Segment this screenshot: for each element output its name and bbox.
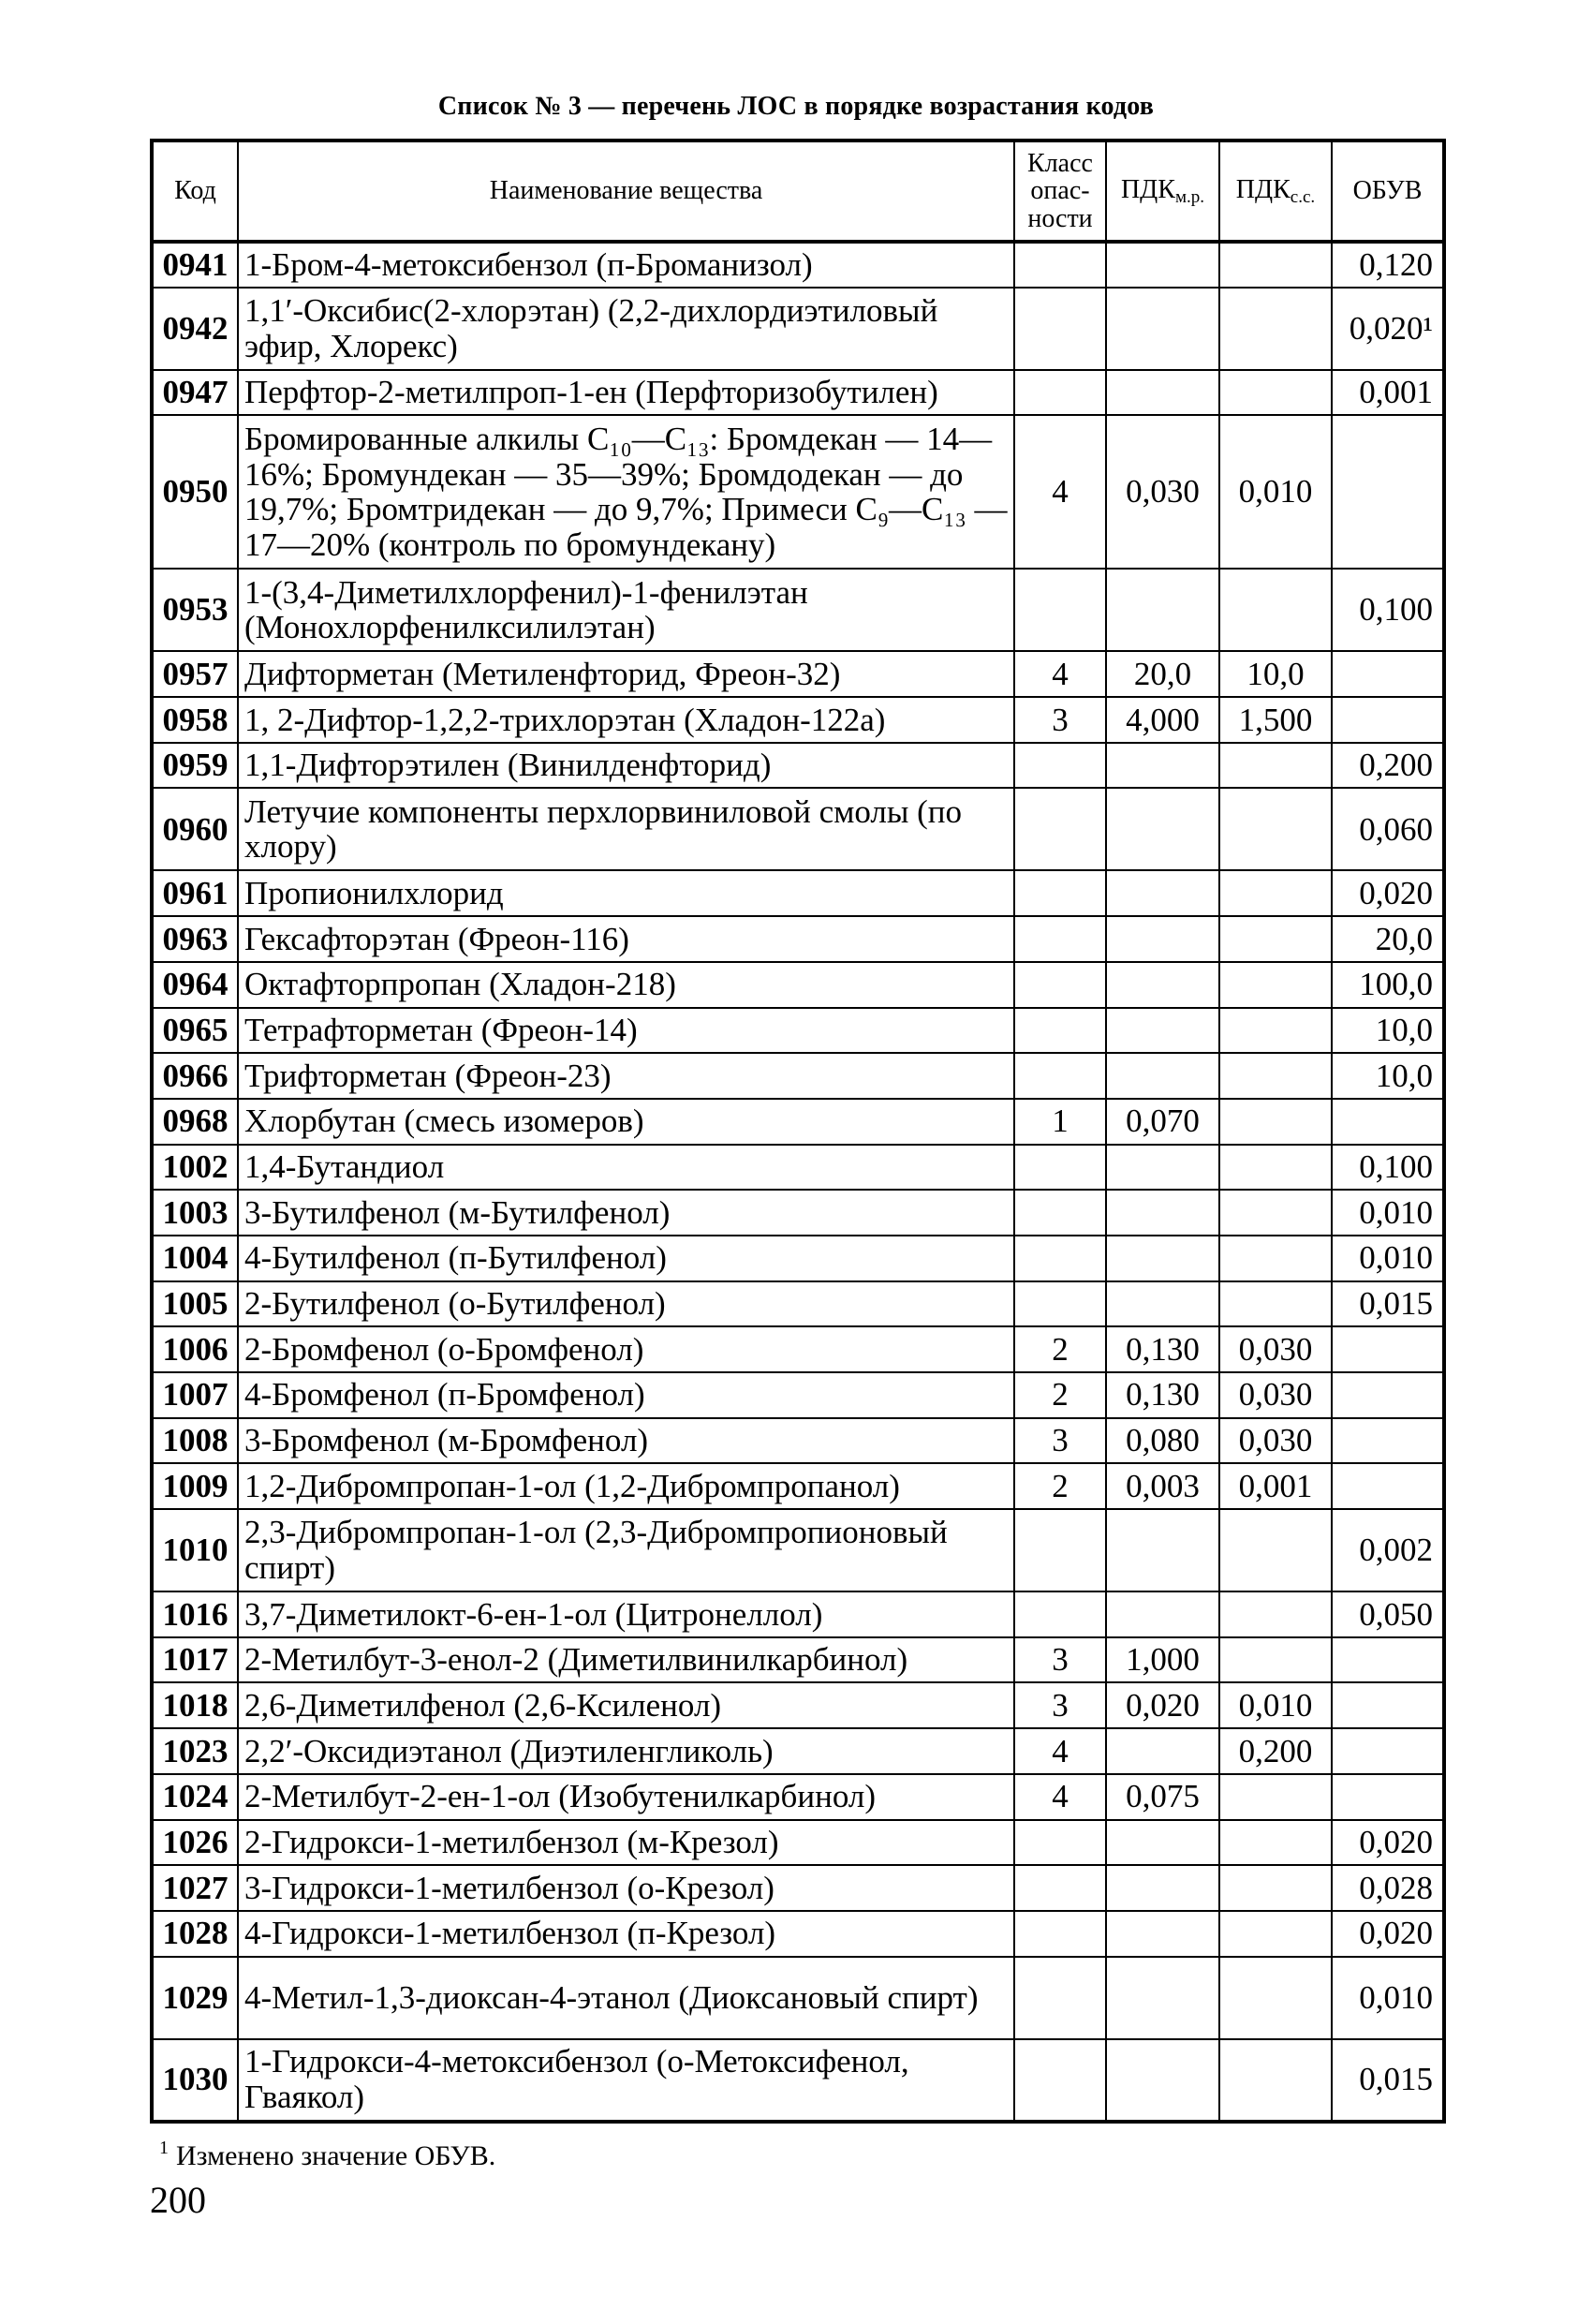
cell-pdk-ss: 0,200 bbox=[1219, 1728, 1332, 1774]
cell-hazard-class bbox=[1014, 1236, 1106, 1281]
cell-obuv bbox=[1332, 1637, 1444, 1683]
cell-pdk-ss: 0,001 bbox=[1219, 1463, 1332, 1509]
cell-pdk-ss bbox=[1219, 242, 1332, 288]
cell-pdk-mr: 0,070 bbox=[1106, 1099, 1219, 1145]
cell-hazard-class: 4 bbox=[1014, 651, 1106, 697]
cell-pdk-mr bbox=[1106, 870, 1219, 916]
table-row bbox=[152, 1145, 1444, 1191]
cell-pdk-ss bbox=[1219, 1145, 1332, 1191]
table-row bbox=[152, 1418, 1444, 1464]
cell-hazard-class bbox=[1014, 569, 1106, 651]
cell-hazard-class: 1 bbox=[1014, 1099, 1106, 1145]
table-row bbox=[152, 288, 1444, 370]
cell-code: 0960 bbox=[152, 788, 238, 870]
table-row bbox=[152, 1820, 1444, 1866]
cell-pdk-mr: 0,130 bbox=[1106, 1372, 1219, 1418]
cell-name: Бромированные алкилы C₁₀—C₁₃: Бромдекан — 14—16%; Бромундекан — 35—39%; Бромдодекан — до 19,7%; Бромтридекан — до 9,7%; Примеси C₉—C₁₃ — 17—20% (контроль по бромундекану) bbox=[238, 415, 1014, 569]
table-row bbox=[152, 651, 1444, 697]
cell-obuv bbox=[1332, 1728, 1444, 1774]
cell-pdk-mr: 0,030 bbox=[1106, 415, 1219, 569]
cell-hazard-class bbox=[1014, 788, 1106, 870]
page-title: Список № 3 — перечень ЛОС в порядке возрастания кодов bbox=[437, 92, 1155, 121]
cell-name: 1-Бром-4-метоксибензол (п-Броманизол) bbox=[238, 242, 1014, 288]
cell-code: 0965 bbox=[152, 1008, 238, 1054]
cell-code: 1017 bbox=[152, 1637, 238, 1683]
cell-code: 0950 bbox=[152, 415, 238, 569]
table-row bbox=[152, 1008, 1444, 1054]
cell-name: Октафторпропан (Хладон-218) bbox=[238, 962, 1014, 1008]
table-row bbox=[152, 415, 1444, 569]
cell-obuv: 0,060 bbox=[1332, 788, 1444, 870]
cell-pdk-ss bbox=[1219, 1053, 1332, 1099]
cell-obuv: 0,120 bbox=[1332, 242, 1444, 288]
table-row bbox=[152, 916, 1444, 962]
cell-obuv bbox=[1332, 1099, 1444, 1145]
table-row bbox=[152, 697, 1444, 743]
cell-code: 1002 bbox=[152, 1145, 238, 1191]
cell-pdk-mr bbox=[1106, 1911, 1219, 1957]
cell-pdk-mr bbox=[1106, 743, 1219, 789]
cell-pdk-mr: 0,020 bbox=[1106, 1682, 1219, 1728]
table-row bbox=[152, 1637, 1444, 1683]
cell-obuv: 0,200 bbox=[1332, 743, 1444, 789]
header-pdk-mr bbox=[1106, 141, 1219, 242]
cell-obuv bbox=[1332, 651, 1444, 697]
cell-pdk-ss bbox=[1219, 743, 1332, 789]
cell-pdk-ss bbox=[1219, 1865, 1332, 1911]
cell-hazard-class bbox=[1014, 916, 1106, 962]
table-row bbox=[152, 1281, 1444, 1327]
footnote-mark: 1 bbox=[159, 2138, 169, 2158]
cell-pdk-ss bbox=[1219, 916, 1332, 962]
cell-pdk-ss bbox=[1219, 1820, 1332, 1866]
cell-pdk-mr bbox=[1106, 1865, 1219, 1911]
cell-name: Тетрафторметан (Фреон-14) bbox=[238, 1008, 1014, 1054]
cell-code: 0968 bbox=[152, 1099, 238, 1145]
cell-hazard-class bbox=[1014, 743, 1106, 789]
cell-pdk-mr bbox=[1106, 1281, 1219, 1327]
cell-name: 1,1′-Оксибис(2-хлорэтан) (2,2-дихлордиэтиловый эфир, Хлорекс) bbox=[238, 288, 1014, 370]
cell-pdk-ss: 0,010 bbox=[1219, 1682, 1332, 1728]
table-row bbox=[152, 370, 1444, 416]
cell-pdk-mr bbox=[1106, 962, 1219, 1008]
header-pdk-mr-label: ПДК bbox=[1120, 174, 1175, 204]
cell-pdk-ss: 1,500 bbox=[1219, 697, 1332, 743]
cell-name: 3-Бутилфенол (м-Бутилфенол) bbox=[238, 1190, 1014, 1236]
cell-obuv bbox=[1332, 1372, 1444, 1418]
cell-name: Летучие компоненты перхлорвиниловой смолы (по хлору) bbox=[238, 788, 1014, 870]
table-row bbox=[152, 1372, 1444, 1418]
cell-obuv: 0,100 bbox=[1332, 569, 1444, 651]
cell-pdk-mr: 20,0 bbox=[1106, 651, 1219, 697]
table-row bbox=[152, 743, 1444, 789]
cell-name: 2-Метилбут-2-ен-1-ол (Изобутенилкарбинол) bbox=[238, 1774, 1014, 1820]
cell-code: 0966 bbox=[152, 1053, 238, 1099]
cell-pdk-mr bbox=[1106, 1957, 1219, 2039]
cell-pdk-ss bbox=[1219, 569, 1332, 651]
table-row bbox=[152, 1728, 1444, 1774]
cell-hazard-class: 4 bbox=[1014, 415, 1106, 569]
header-code: Код bbox=[152, 141, 238, 242]
cell-obuv bbox=[1332, 415, 1444, 569]
cell-hazard-class bbox=[1014, 1053, 1106, 1099]
cell-pdk-mr: 4,000 bbox=[1106, 697, 1219, 743]
cell-code: 1029 bbox=[152, 1957, 238, 2039]
cell-hazard-class bbox=[1014, 870, 1106, 916]
cell-pdk-ss: 0,030 bbox=[1219, 1418, 1332, 1464]
cell-pdk-ss: 0,030 bbox=[1219, 1326, 1332, 1372]
cell-pdk-ss bbox=[1219, 1911, 1332, 1957]
cell-pdk-ss bbox=[1219, 962, 1332, 1008]
cell-code: 1008 bbox=[152, 1418, 238, 1464]
cell-obuv: 10,0 bbox=[1332, 1053, 1444, 1099]
cell-hazard-class: 3 bbox=[1014, 697, 1106, 743]
cell-code: 0963 bbox=[152, 916, 238, 962]
cell-code: 1018 bbox=[152, 1682, 238, 1728]
cell-obuv: 0,028 bbox=[1332, 1865, 1444, 1911]
table-row bbox=[152, 1865, 1444, 1911]
cell-pdk-ss bbox=[1219, 1236, 1332, 1281]
cell-code: 0958 bbox=[152, 697, 238, 743]
cell-name: 4-Бутилфенол (п-Бутилфенол) bbox=[238, 1236, 1014, 1281]
cell-pdk-ss bbox=[1219, 1099, 1332, 1145]
cell-name: Пропионилхлорид bbox=[238, 870, 1014, 916]
cell-obuv bbox=[1332, 1682, 1444, 1728]
cell-obuv: 0,010 bbox=[1332, 1957, 1444, 2039]
cell-hazard-class bbox=[1014, 1281, 1106, 1327]
cell-pdk-ss bbox=[1219, 788, 1332, 870]
cell-obuv: 10,0 bbox=[1332, 1008, 1444, 1054]
cell-hazard-class: 3 bbox=[1014, 1418, 1106, 1464]
cell-code: 1026 bbox=[152, 1820, 238, 1866]
cell-pdk-mr: 0,130 bbox=[1106, 1326, 1219, 1372]
cell-pdk-ss bbox=[1219, 1509, 1332, 1591]
cell-obuv bbox=[1332, 1326, 1444, 1372]
cell-obuv bbox=[1332, 1774, 1444, 1820]
cell-pdk-mr bbox=[1106, 1591, 1219, 1637]
cell-pdk-ss bbox=[1219, 1957, 1332, 2039]
table-row bbox=[152, 1957, 1444, 2039]
cell-hazard-class bbox=[1014, 2039, 1106, 2122]
cell-obuv bbox=[1332, 1418, 1444, 1464]
cell-hazard-class: 2 bbox=[1014, 1463, 1106, 1509]
header-name: Наименование вещества bbox=[238, 141, 1014, 242]
cell-hazard-class: 4 bbox=[1014, 1774, 1106, 1820]
cell-pdk-ss bbox=[1219, 1774, 1332, 1820]
cell-pdk-ss: 10,0 bbox=[1219, 651, 1332, 697]
cell-obuv: 0,020 bbox=[1332, 1911, 1444, 1957]
cell-name: 3-Бромфенол (м-Бромфенол) bbox=[238, 1418, 1014, 1464]
cell-obuv: 0,100 bbox=[1332, 1145, 1444, 1191]
cell-name: 3-Гидрокси-1-метилбензол (о-Крезол) bbox=[238, 1865, 1014, 1911]
cell-name: Перфтор-2-метилпроп-1-ен (Перфторизобутилен) bbox=[238, 370, 1014, 416]
cell-hazard-class bbox=[1014, 242, 1106, 288]
cell-hazard-class bbox=[1014, 1911, 1106, 1957]
footnote-text: Изменено значение ОБУВ. bbox=[176, 2140, 496, 2171]
cell-pdk-mr bbox=[1106, 1236, 1219, 1281]
cell-code: 0961 bbox=[152, 870, 238, 916]
table-row bbox=[152, 242, 1444, 288]
cell-code: 1003 bbox=[152, 1190, 238, 1236]
cell-hazard-class bbox=[1014, 962, 1106, 1008]
cell-pdk-mr bbox=[1106, 2039, 1219, 2122]
cell-code: 0947 bbox=[152, 370, 238, 416]
cell-pdk-ss: 0,010 bbox=[1219, 415, 1332, 569]
table-row bbox=[152, 1326, 1444, 1372]
table-row bbox=[152, 870, 1444, 916]
cell-obuv bbox=[1332, 697, 1444, 743]
page-number: 200 bbox=[150, 2179, 206, 2221]
cell-obuv: 0,001 bbox=[1332, 370, 1444, 416]
cell-code: 0941 bbox=[152, 242, 238, 288]
cell-pdk-mr bbox=[1106, 1728, 1219, 1774]
table-header-row bbox=[152, 141, 1444, 242]
cell-code: 1005 bbox=[152, 1281, 238, 1327]
cell-hazard-class: 2 bbox=[1014, 1372, 1106, 1418]
table-row bbox=[152, 788, 1444, 870]
cell-code: 1030 bbox=[152, 2039, 238, 2122]
header-pdk-ss bbox=[1219, 141, 1332, 242]
cell-name: 3,7-Диметилокт-6-ен-1-ол (Цитронеллол) bbox=[238, 1591, 1014, 1637]
cell-name: 4-Гидрокси-1-метилбензол (п-Крезол) bbox=[238, 1911, 1014, 1957]
cell-obuv: 0,020¹ bbox=[1332, 288, 1444, 370]
cell-code: 1010 bbox=[152, 1509, 238, 1591]
cell-code: 1023 bbox=[152, 1728, 238, 1774]
cell-hazard-class: 2 bbox=[1014, 1326, 1106, 1372]
header-pdk-mr-sub: м.р. bbox=[1174, 186, 1205, 207]
cell-name: 1, 2-Дифтор-1,2,2-трихлорэтан (Хладон-122а) bbox=[238, 697, 1014, 743]
cell-name: Дифторметан (Метиленфторид, Фреон-32) bbox=[238, 651, 1014, 697]
cell-pdk-mr bbox=[1106, 1190, 1219, 1236]
cell-obuv: 0,020 bbox=[1332, 1820, 1444, 1866]
cell-obuv: 0,015 bbox=[1332, 2039, 1444, 2122]
cell-code: 0964 bbox=[152, 962, 238, 1008]
cell-name: Трифторметан (Фреон-23) bbox=[238, 1053, 1014, 1099]
voc-table bbox=[150, 139, 1446, 2124]
header-obuv: ОБУВ bbox=[1332, 141, 1444, 242]
cell-name: 1,4-Бутандиол bbox=[238, 1145, 1014, 1191]
cell-hazard-class bbox=[1014, 1591, 1106, 1637]
cell-pdk-mr bbox=[1106, 288, 1219, 370]
table-row bbox=[152, 1774, 1444, 1820]
cell-code: 0942 bbox=[152, 288, 238, 370]
table-row bbox=[152, 1911, 1444, 1957]
cell-code: 1004 bbox=[152, 1236, 238, 1281]
cell-code: 1024 bbox=[152, 1774, 238, 1820]
cell-name: Гексафторэтан (Фреон-116) bbox=[238, 916, 1014, 962]
cell-code: 0953 bbox=[152, 569, 238, 651]
cell-code: 1007 bbox=[152, 1372, 238, 1418]
table-row bbox=[152, 1236, 1444, 1281]
cell-obuv: 0,015 bbox=[1332, 1281, 1444, 1327]
cell-name: 2,3-Дибромпропан-1-ол (2,3-Дибромпропионовый спирт) bbox=[238, 1509, 1014, 1591]
cell-hazard-class bbox=[1014, 1190, 1106, 1236]
cell-hazard-class bbox=[1014, 370, 1106, 416]
cell-name: 1,1-Дифторэтилен (Винилденфторид) bbox=[238, 743, 1014, 789]
table-row bbox=[152, 1099, 1444, 1145]
cell-name: 2,6-Диметилфенол (2,6-Ксиленол) bbox=[238, 1682, 1014, 1728]
header-pdk-ss-sub: с.с. bbox=[1290, 186, 1316, 207]
cell-pdk-mr: 1,000 bbox=[1106, 1637, 1219, 1683]
cell-hazard-class: 3 bbox=[1014, 1682, 1106, 1728]
cell-pdk-ss bbox=[1219, 1637, 1332, 1683]
table-row bbox=[152, 1190, 1444, 1236]
cell-name: 2-Гидрокси-1-метилбензол (м-Крезол) bbox=[238, 1820, 1014, 1866]
cell-code: 0957 bbox=[152, 651, 238, 697]
cell-hazard-class bbox=[1014, 1865, 1106, 1911]
cell-pdk-mr: 0,075 bbox=[1106, 1774, 1219, 1820]
table-row bbox=[152, 1463, 1444, 1509]
cell-name: 2,2′-Оксидиэтанол (Диэтиленгликоль) bbox=[238, 1728, 1014, 1774]
table-row bbox=[152, 2039, 1444, 2122]
cell-name: 1-(3,4-Диметилхлорфенил)-1-фенилэтан (Монохлорфенилксилилэтан) bbox=[238, 569, 1014, 651]
cell-code: 1027 bbox=[152, 1865, 238, 1911]
cell-name: 1,2-Дибромпропан-1-ол (1,2-Дибромпропанол) bbox=[238, 1463, 1014, 1509]
table-row bbox=[152, 1509, 1444, 1591]
cell-pdk-ss bbox=[1219, 1190, 1332, 1236]
cell-hazard-class bbox=[1014, 1145, 1106, 1191]
cell-pdk-mr bbox=[1106, 1509, 1219, 1591]
cell-name: 2-Бутилфенол (о-Бутилфенол) bbox=[238, 1281, 1014, 1327]
cell-pdk-mr bbox=[1106, 788, 1219, 870]
cell-code: 0959 bbox=[152, 743, 238, 789]
cell-pdk-ss: 0,030 bbox=[1219, 1372, 1332, 1418]
cell-name: 2-Бромфенол (о-Бромфенол) bbox=[238, 1326, 1014, 1372]
table-row bbox=[152, 962, 1444, 1008]
cell-pdk-mr bbox=[1106, 1053, 1219, 1099]
cell-pdk-ss bbox=[1219, 1591, 1332, 1637]
cell-pdk-ss bbox=[1219, 2039, 1332, 2122]
cell-hazard-class bbox=[1014, 1820, 1106, 1866]
table-body bbox=[152, 242, 1444, 2122]
cell-pdk-mr: 0,080 bbox=[1106, 1418, 1219, 1464]
table-row bbox=[152, 1591, 1444, 1637]
cell-name: 2-Метилбут-3-енол-2 (Диметилвинилкарбинол) bbox=[238, 1637, 1014, 1683]
cell-pdk-mr bbox=[1106, 1820, 1219, 1866]
cell-obuv: 20,0 bbox=[1332, 916, 1444, 962]
cell-obuv bbox=[1332, 1463, 1444, 1509]
cell-obuv: 0,002 bbox=[1332, 1509, 1444, 1591]
cell-code: 1006 bbox=[152, 1326, 238, 1372]
table-row bbox=[152, 1682, 1444, 1728]
cell-pdk-mr bbox=[1106, 242, 1219, 288]
header-pdk-ss-label: ПДК bbox=[1235, 174, 1291, 204]
cell-obuv: 0,010 bbox=[1332, 1190, 1444, 1236]
cell-pdk-ss bbox=[1219, 370, 1332, 416]
cell-pdk-ss bbox=[1219, 288, 1332, 370]
cell-hazard-class: 4 bbox=[1014, 1728, 1106, 1774]
cell-obuv: 0,020 bbox=[1332, 870, 1444, 916]
cell-code: 1009 bbox=[152, 1463, 238, 1509]
cell-hazard-class bbox=[1014, 1957, 1106, 2039]
table-row bbox=[152, 1053, 1444, 1099]
cell-pdk-mr bbox=[1106, 1145, 1219, 1191]
cell-code: 1028 bbox=[152, 1911, 238, 1957]
cell-code: 1016 bbox=[152, 1591, 238, 1637]
cell-pdk-mr: 0,003 bbox=[1106, 1463, 1219, 1509]
cell-pdk-mr bbox=[1106, 569, 1219, 651]
table-row bbox=[152, 569, 1444, 651]
cell-pdk-mr bbox=[1106, 1008, 1219, 1054]
cell-obuv: 0,050 bbox=[1332, 1591, 1444, 1637]
cell-pdk-ss bbox=[1219, 870, 1332, 916]
cell-hazard-class: 3 bbox=[1014, 1637, 1106, 1683]
cell-name: 4-Метил-1,3-диоксан-4-этанол (Диоксановый спирт) bbox=[238, 1957, 1014, 2039]
cell-pdk-ss bbox=[1219, 1008, 1332, 1054]
cell-name: 1-Гидрокси-4-метоксибензол (о-Метоксифенол, Гваякол) bbox=[238, 2039, 1014, 2122]
cell-hazard-class bbox=[1014, 1509, 1106, 1591]
cell-hazard-class bbox=[1014, 288, 1106, 370]
footnote bbox=[159, 2138, 495, 2172]
cell-pdk-mr bbox=[1106, 916, 1219, 962]
cell-name: Хлорбутан (смесь изомеров) bbox=[238, 1099, 1014, 1145]
cell-pdk-ss bbox=[1219, 1281, 1332, 1327]
cell-obuv: 100,0 bbox=[1332, 962, 1444, 1008]
cell-pdk-mr bbox=[1106, 370, 1219, 416]
header-hazard-class: Класс опас- ности bbox=[1014, 141, 1106, 242]
cell-obuv: 0,010 bbox=[1332, 1236, 1444, 1281]
cell-name: 4-Бромфенол (п-Бромфенол) bbox=[238, 1372, 1014, 1418]
cell-hazard-class bbox=[1014, 1008, 1106, 1054]
